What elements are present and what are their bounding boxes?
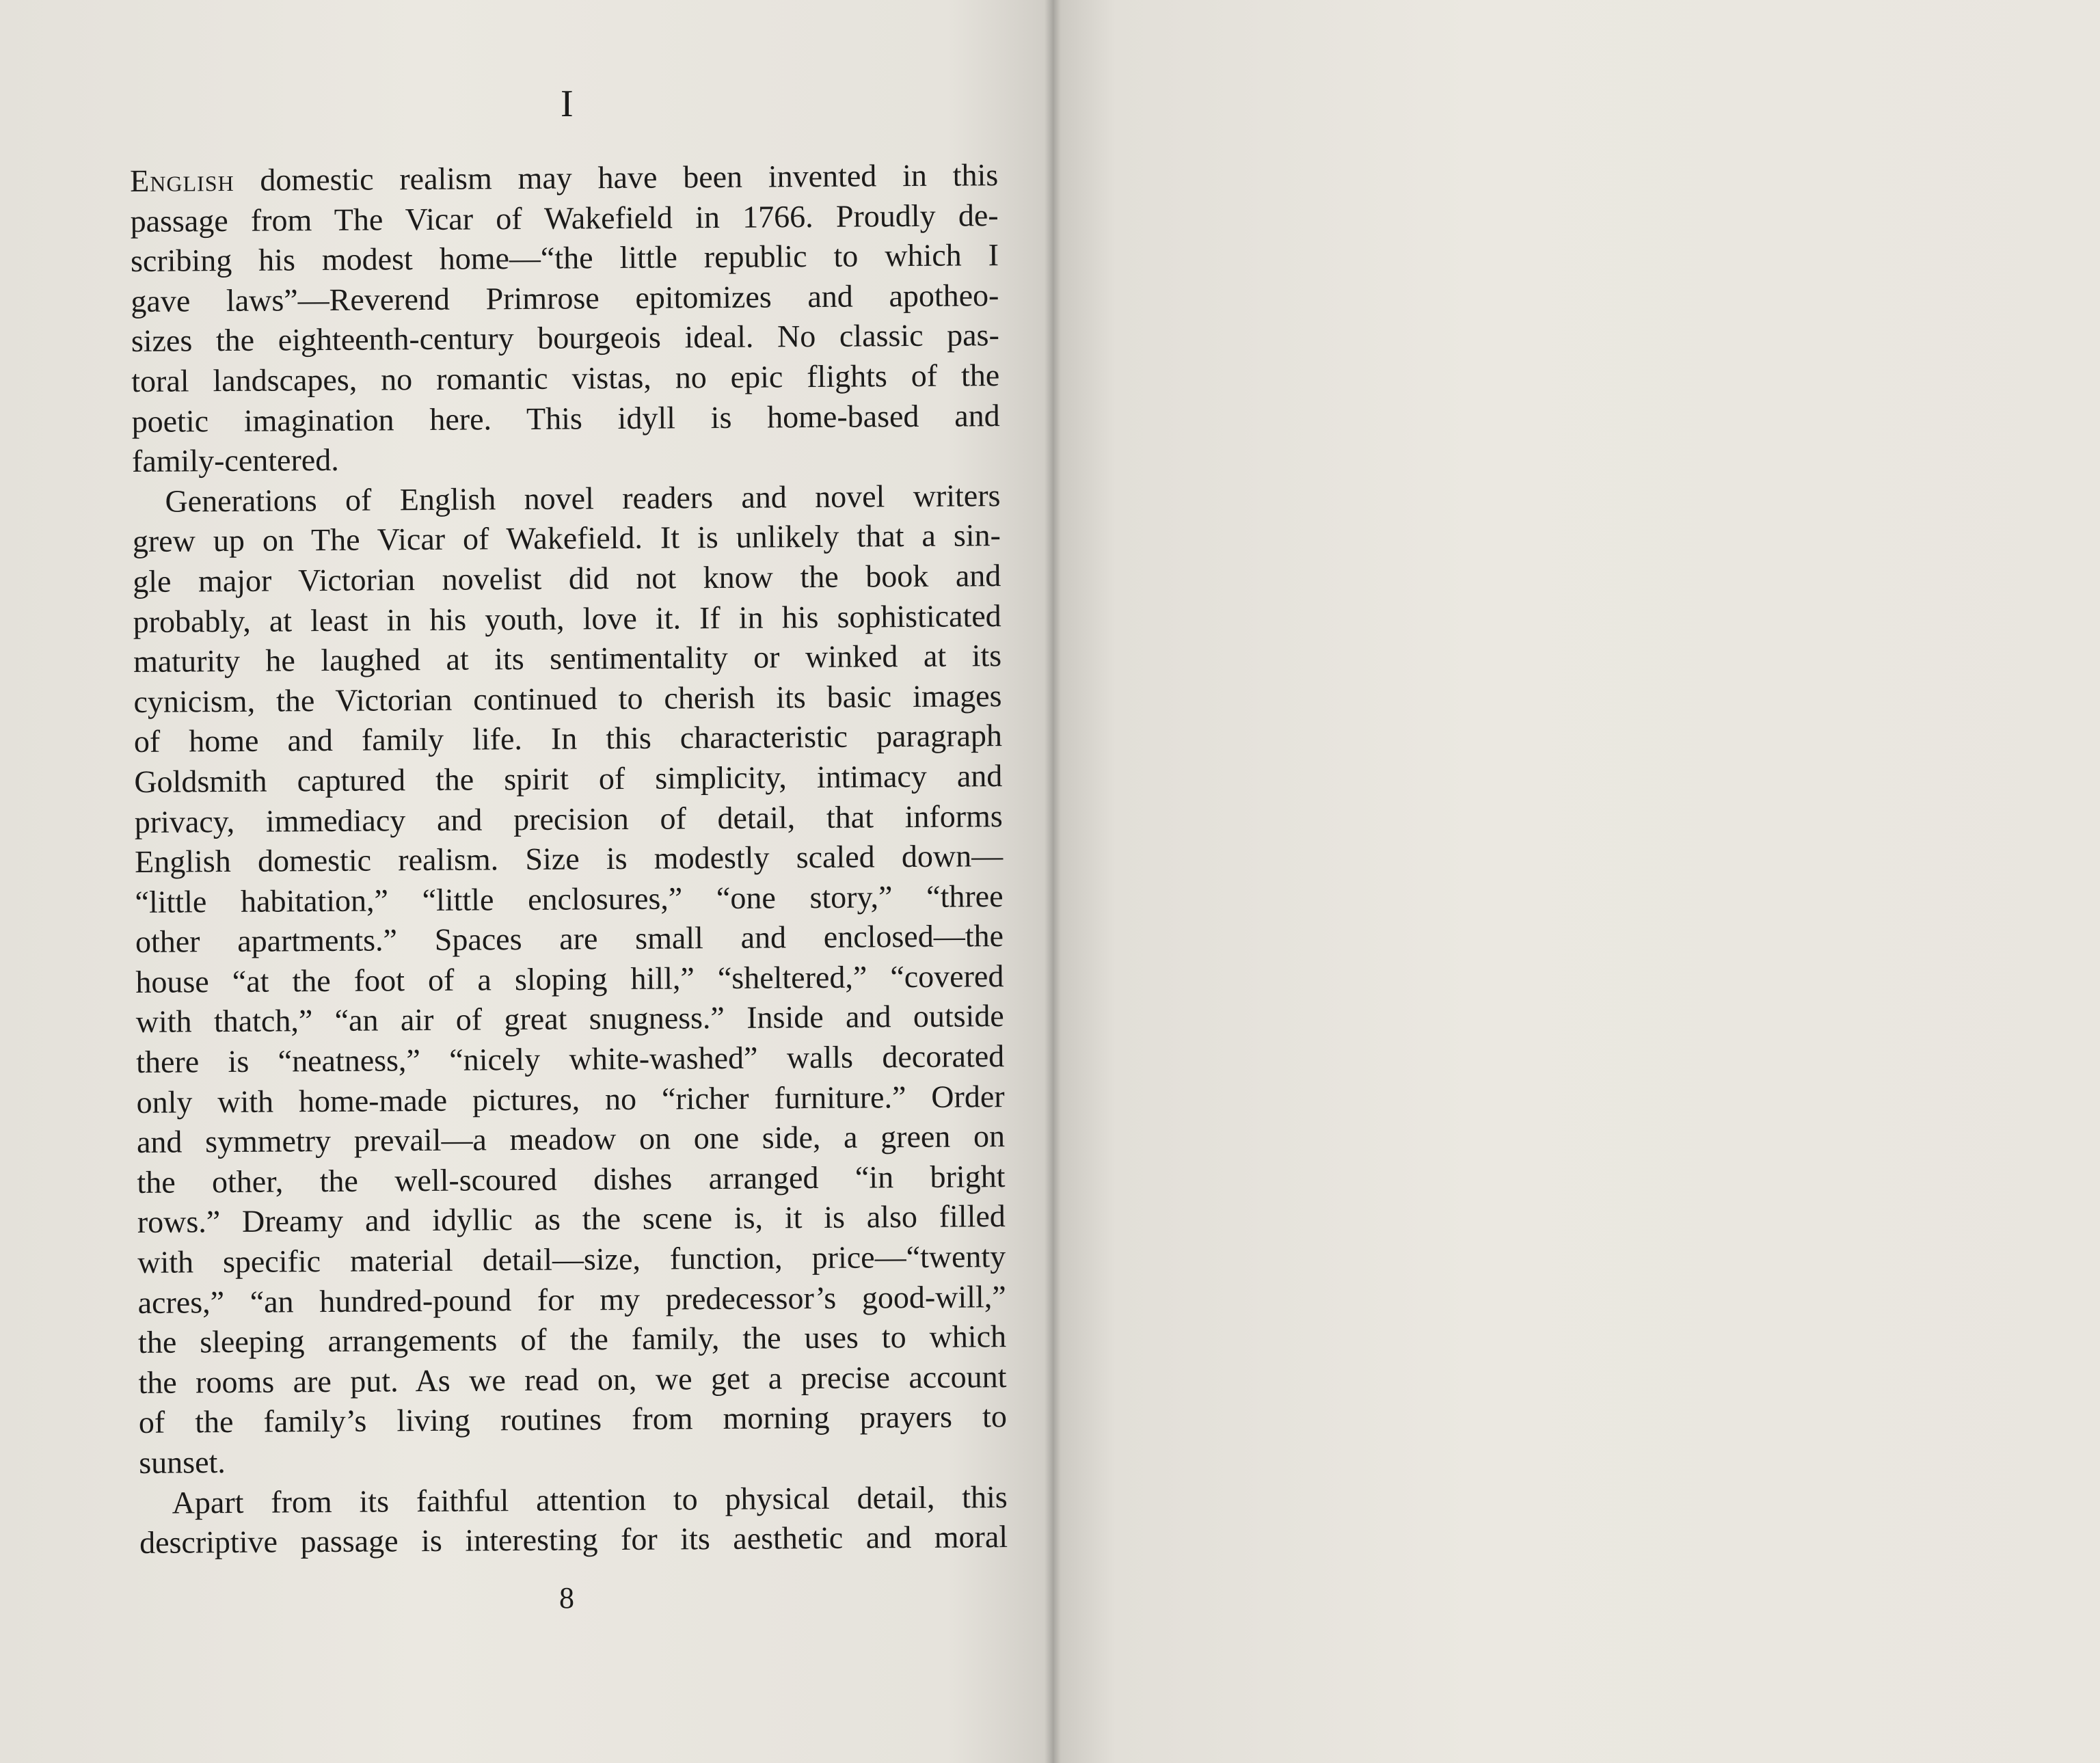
line-text: with specific material detail—size, function, price—“twenty	[137, 1239, 1006, 1280]
text-line	[131, 316, 999, 362]
line-text: the rooms are put. As we read on, we get a precise account	[138, 1358, 1007, 1400]
book-gutter	[1045, 0, 1061, 1763]
text-line	[139, 1437, 1007, 1483]
line-text: only with home-made pictures, no “richer furniture.” Order	[136, 1078, 1005, 1120]
line-text: sunset.	[139, 1444, 226, 1480]
line-text: and symmetry prevail—a meadow on one side, a green on	[136, 1118, 1006, 1160]
line-text: Goldsmith captured the spirit of simplicity, intimacy and	[134, 758, 1003, 799]
chapter-number: I	[561, 83, 574, 125]
line-text: gave laws”—Reverend Primrose epitomizes and apotheo-	[131, 277, 999, 319]
text-line	[134, 756, 1002, 802]
text-line	[133, 556, 1001, 602]
page-number-left: 8	[559, 1581, 574, 1615]
text-line	[132, 435, 1000, 481]
line-text: descriptive passage is interesting for its aesthetic and moral	[139, 1519, 1008, 1561]
text-line	[135, 916, 1004, 962]
line-text: sizes the eighteenth-century bourgeois ideal. No classic pas-	[131, 317, 999, 359]
line-text: scribing his modest home—“the little republic to which I	[130, 237, 999, 279]
line-text: privacy, immediacy and precision of detail, that informs	[134, 798, 1003, 839]
line-text: acres,” “an hundred-pound for my predecessor’s good-will,”	[137, 1278, 1006, 1320]
text-line	[138, 1317, 1006, 1362]
line-text: the other, the well-scoured dishes arranged “in bright	[137, 1158, 1006, 1200]
text-line	[130, 196, 998, 241]
text-line	[135, 796, 1003, 842]
text-line	[137, 1157, 1005, 1202]
line-text: family-centered.	[131, 442, 339, 479]
line-text: poetic imagination here. This idyll is home-based and	[131, 397, 1000, 439]
line-text: other apartments.” Spaces are small and enclosed—the	[135, 918, 1004, 960]
text-line	[136, 1036, 1004, 1082]
text-line	[135, 956, 1004, 1002]
line-text: of the family’s living routines from morning prayers to	[138, 1399, 1008, 1440]
line-text: English domestic realism. Size is modestly scaled down—	[134, 838, 1004, 880]
text-line	[130, 155, 998, 201]
text-line	[133, 515, 1001, 561]
line-text: there is “neatness,” “nicely white-washed” walls decorated	[136, 1038, 1005, 1080]
text-line	[131, 235, 999, 281]
text-line	[132, 476, 1000, 522]
line-text: Apart from its faithful attention to physical detail, this	[172, 1479, 1008, 1520]
line-text: cynicism, the Victorian continued to cherish its basic images	[133, 677, 1002, 719]
text-line	[137, 1116, 1005, 1162]
right-page	[1053, 0, 2100, 1763]
line-text: maturity he laughed at its sentimentality or winked at its	[133, 638, 1002, 679]
line-text: rows.” Dreamy and idyllic as the scene is, it is also filled	[137, 1198, 1006, 1240]
text-line	[137, 1197, 1006, 1243]
text-line	[139, 1517, 1008, 1563]
line-text: “little habitation,” “little enclosures,” “one story,” “three	[135, 878, 1004, 919]
text-line	[137, 1277, 1006, 1323]
text-line	[139, 1397, 1007, 1442]
line-text: of home and family life. In this characteristic paragraph	[133, 718, 1003, 759]
line-text: house “at the foot of a sloping hill,” “sheltered,” “covered	[135, 958, 1004, 999]
line-text: toral landscapes, no romantic vistas, no epic flights of the	[131, 358, 1000, 399]
line-text: domestic realism may have been invented in this	[234, 157, 999, 198]
text-line	[135, 876, 1003, 922]
text-line	[139, 1477, 1007, 1523]
text-line	[137, 1237, 1006, 1282]
text-line	[136, 997, 1004, 1042]
text-line	[131, 355, 999, 401]
drop-lead-word: English	[130, 162, 234, 198]
text-line	[133, 636, 1001, 682]
text-line	[131, 396, 999, 442]
line-text: grew up on The Vicar of Wakefield. It is unlikely that a sin-	[132, 517, 1001, 559]
line-text: Generations of English novel readers and novel writers	[165, 477, 1001, 519]
text-line	[138, 1357, 1006, 1403]
line-text: with thatch,” “an air of great snugness.” Inside and outside	[135, 998, 1004, 1040]
left-body-text	[130, 155, 1008, 1563]
text-line	[131, 275, 999, 321]
text-line	[134, 716, 1002, 762]
line-text: probably, at least in his youth, love it. If in his sophisticated	[133, 597, 1001, 639]
text-line	[135, 836, 1003, 882]
text-line	[133, 676, 1001, 722]
text-line	[133, 596, 1001, 642]
line-text: gle major Victorian novelist did not know the book and	[133, 558, 1001, 599]
line-text: passage from The Vicar of Wakefield in 1766. Proudly de-	[130, 197, 999, 239]
line-text: the sleeping arrangements of the family, the uses to which	[137, 1319, 1007, 1360]
text-line	[136, 1077, 1004, 1122]
